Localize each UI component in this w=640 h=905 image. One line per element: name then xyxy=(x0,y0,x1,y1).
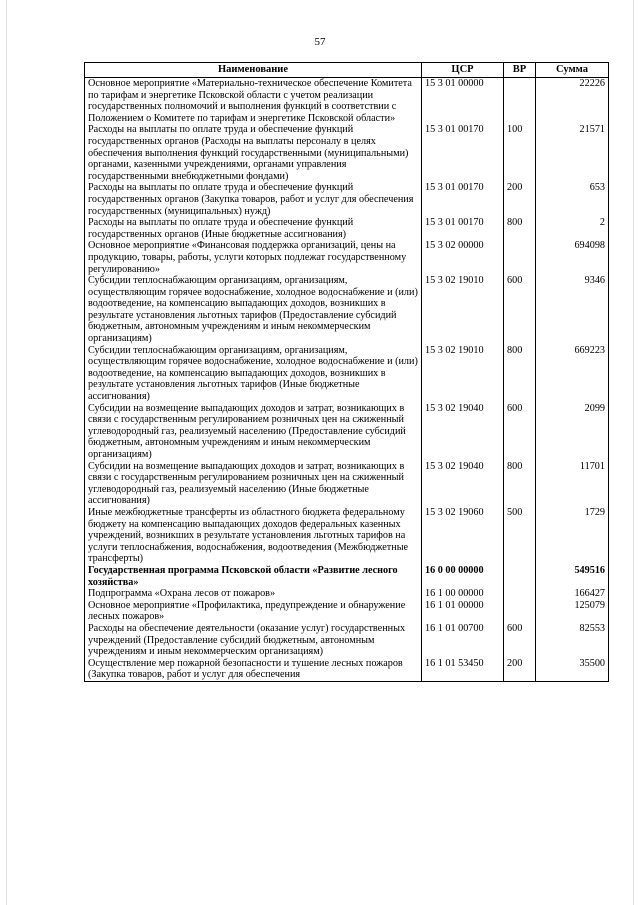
row-vr: 800 xyxy=(504,461,536,507)
row-name: Субсидии на возмещение выпадающих доходов и затрат, возникающих в связи с государственным регулированием розничных цен на сжиженный углеводородный газ, реализуемый населению (Иные бюджетные ассигнования) xyxy=(85,461,422,507)
row-sum: 22226 xyxy=(536,78,609,125)
table-row xyxy=(85,275,609,345)
row-name: Осуществление мер пожарной безопасности и тушение лесных пожаров (Закупка товаров, работ и услуг для обеспечения xyxy=(85,658,422,682)
table-row xyxy=(85,345,609,403)
header-name: Наименование xyxy=(85,63,422,78)
table-row xyxy=(85,658,609,682)
table-row xyxy=(85,124,609,182)
row-sum: 1729 xyxy=(536,507,609,565)
header-csr: ЦСР xyxy=(422,63,504,78)
row-csr: 15 3 02 00000 xyxy=(422,240,504,275)
row-csr: 15 3 01 00170 xyxy=(422,182,504,217)
budget-table xyxy=(84,62,609,682)
page-number: 57 xyxy=(314,36,326,48)
table-row xyxy=(85,565,609,588)
table-row xyxy=(85,623,609,658)
row-sum: 549516 xyxy=(536,565,609,588)
row-vr xyxy=(504,588,536,600)
table-row xyxy=(85,217,609,240)
row-sum: 21571 xyxy=(536,124,609,182)
row-vr xyxy=(504,600,536,623)
row-vr: 200 xyxy=(504,182,536,217)
header-sum: Сумма xyxy=(536,63,609,78)
row-vr: 600 xyxy=(504,403,536,461)
table-body xyxy=(85,78,609,682)
row-sum: 166427 xyxy=(536,588,609,600)
row-csr: 16 1 01 53450 xyxy=(422,658,504,682)
table-row xyxy=(85,240,609,275)
row-name: Основное мероприятие «Материально-техническое обеспечение Комитета по тарифам и энергетике Псковской области с учетом реализации государственных полномочий и выполнения функций в соответствии с Положением о Комитете по тарифам и энергетике Псковской области» xyxy=(85,78,422,125)
table-row xyxy=(85,507,609,565)
row-name: Расходы на обеспечение деятельности (оказание услуг) государственных учреждений (Предоставление субсидий бюджетным, автономным учреждениям и иным некоммерческим организациям) xyxy=(85,623,422,658)
header-vr: ВР xyxy=(504,63,536,78)
row-vr: 800 xyxy=(504,345,536,403)
row-name: Основное мероприятие «Финансовая поддержка организаций, цены на продукцию, товары, работы, услуги которых подлежат государственному регулированию» xyxy=(85,240,422,275)
table-row xyxy=(85,182,609,217)
row-csr: 15 3 01 00170 xyxy=(422,124,504,182)
row-csr: 16 1 01 00700 xyxy=(422,623,504,658)
row-vr: 500 xyxy=(504,507,536,565)
table-header xyxy=(85,63,609,78)
row-csr: 15 3 02 19040 xyxy=(422,403,504,461)
scan-edge-right xyxy=(633,0,634,905)
row-name: Основное мероприятие «Профилактика, предупреждение и обнаружение лесных пожаров» xyxy=(85,600,422,623)
row-csr: 16 0 00 00000 xyxy=(422,565,504,588)
table-row xyxy=(85,78,609,125)
row-vr xyxy=(504,565,536,588)
row-name: Расходы на выплаты по оплате труда и обеспечение функций государственных органов (Расходы на выплаты персоналу в целях обеспечения выполнения функций государственными (муниципальными) органами, казенными учреждениями, органами управления государственными внебюджетными фондами) xyxy=(85,124,422,182)
row-sum: 11701 xyxy=(536,461,609,507)
row-vr xyxy=(504,78,536,125)
row-name: Субсидии теплоснабжающим организациям, организациям, осуществляющим горячее водоснабжение, холодное водоснабжение и (или) водоотведение, на компенсацию выпадающих доходов, возникших в результате установления льготных тарифов (Иные бюджетные ассигнования) xyxy=(85,345,422,403)
row-name: Подпрограмма «Охрана лесов от пожаров» xyxy=(85,588,422,600)
row-vr: 100 xyxy=(504,124,536,182)
row-vr: 600 xyxy=(504,623,536,658)
row-sum: 694098 xyxy=(536,240,609,275)
table-row xyxy=(85,403,609,461)
row-sum: 2 xyxy=(536,217,609,240)
row-vr xyxy=(504,240,536,275)
row-vr: 200 xyxy=(504,658,536,682)
row-sum: 35500 xyxy=(536,658,609,682)
row-csr: 16 1 01 00000 xyxy=(422,600,504,623)
row-csr: 15 3 02 19060 xyxy=(422,507,504,565)
row-csr: 16 1 00 00000 xyxy=(422,588,504,600)
row-csr: 15 3 02 19010 xyxy=(422,275,504,345)
row-name: Иные межбюджетные трансферты из областного бюджета федеральному бюджету на компенсацию выпадающих доходов федеральных казенных учреждений, возникших в результате установления льготных тарифов на услуги теплоснабжения, водоснабжения, водоотведения (Межбюджетные трансферты) xyxy=(85,507,422,565)
row-sum: 125079 xyxy=(536,600,609,623)
scan-edge-left xyxy=(6,0,7,905)
row-sum: 2099 xyxy=(536,403,609,461)
row-sum: 653 xyxy=(536,182,609,217)
row-name: Субсидии на возмещение выпадающих доходов и затрат, возникающих в связи с государственным регулированием розничных цен на сжиженный углеводородный газ, реализуемый населению (Предоставление субсидий бюджетным, автономным учреждениям и иным некоммерческим организациям) xyxy=(85,403,422,461)
row-name: Государственная программа Псковской области «Развитие лесного хозяйства» xyxy=(85,565,422,588)
table-row xyxy=(85,588,609,600)
row-vr: 800 xyxy=(504,217,536,240)
row-vr: 600 xyxy=(504,275,536,345)
row-sum: 9346 xyxy=(536,275,609,345)
row-csr: 15 3 01 00000 xyxy=(422,78,504,125)
row-csr: 15 3 01 00170 xyxy=(422,217,504,240)
row-name: Субсидии теплоснабжающим организациям, организациям, осуществляющим горячее водоснабжение, холодное водоснабжение и (или) водоотведение, на компенсацию выпадающих доходов, возникших в результате установления льготных тарифов (Предоставление субсидий бюджетным, автономным учреждениям и иным некоммерческим организациям) xyxy=(85,275,422,345)
row-name: Расходы на выплаты по оплате труда и обеспечение функций государственных органов (Закупка товаров, работ и услуг для обеспечения государственных (муниципальных) нужд) xyxy=(85,182,422,217)
row-name: Расходы на выплаты по оплате труда и обеспечение функций государственных органов (Иные бюджетные ассигнования) xyxy=(85,217,422,240)
row-csr: 15 3 02 19040 xyxy=(422,461,504,507)
table-row xyxy=(85,461,609,507)
table-row xyxy=(85,600,609,623)
row-sum: 669223 xyxy=(536,345,609,403)
row-csr: 15 3 02 19010 xyxy=(422,345,504,403)
row-sum: 82553 xyxy=(536,623,609,658)
